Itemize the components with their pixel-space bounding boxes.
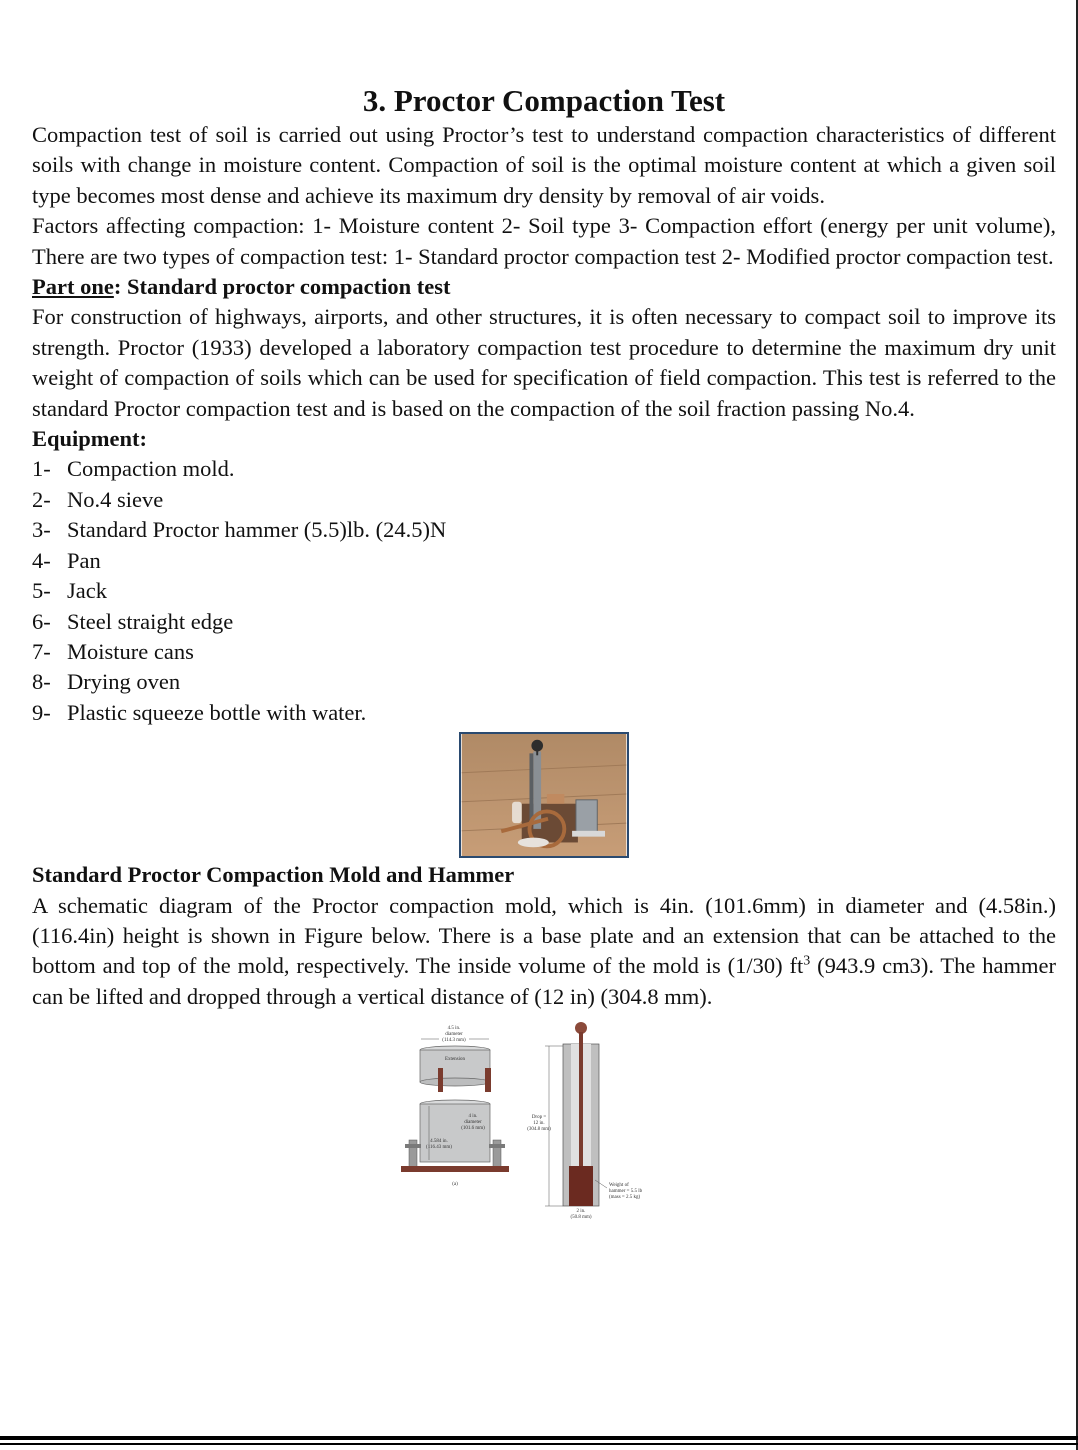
- weight-line2: hammer = 5.5 lb: [609, 1189, 643, 1195]
- list-item: [32, 667, 1056, 697]
- list-item-number: 5-: [32, 578, 51, 604]
- mold-height-line1: 4.584 in.: [430, 1139, 448, 1145]
- list-item-text: Standard Proctor hammer (5.5)lb. (24.5)N: [67, 517, 447, 543]
- list-item-number: 7-: [32, 638, 51, 664]
- list-item-number: 3-: [32, 517, 51, 543]
- page-title: 3. Proctor Compaction Test: [362, 83, 726, 118]
- ext-dim-line3: (114.3 mm): [442, 1038, 466, 1044]
- proctor-mold-diagram: [399, 1020, 689, 1220]
- list-item-text: Pan: [67, 547, 101, 573]
- clamp-nut-right: [489, 1144, 505, 1148]
- base-width-line1: 2 in.: [576, 1209, 586, 1215]
- list-item: [32, 576, 1056, 606]
- list-item-number: 9-: [32, 699, 51, 725]
- list-item-text: Jack: [67, 578, 107, 604]
- list-item-number: 4-: [32, 547, 51, 573]
- list-item-number: 1-: [32, 456, 51, 482]
- mold-section-paragraph: [32, 891, 1056, 1013]
- superscript: 3: [803, 953, 811, 969]
- list-item-text: Compaction mold.: [67, 456, 235, 482]
- drop-line2: 12 in.: [533, 1121, 545, 1127]
- ext-dim-line2: diameter: [445, 1032, 463, 1038]
- list-item: [32, 607, 1056, 637]
- ext-dim-line1: 4.5 in.: [447, 1026, 461, 1032]
- mold-paragraph-part-2: (943.9 cm3). The hammer can be lifted and dropped through a vertical distance of (12 in) (304.8 mm).: [32, 953, 1056, 1009]
- list-item-text: Plastic squeeze bottle with water.: [67, 699, 367, 725]
- drop-line3: (304.8 mm): [527, 1127, 551, 1133]
- equipment-heading: Equipment:: [32, 426, 148, 452]
- mold-dia-line3: (101.6 mm): [461, 1126, 485, 1132]
- document-content: [32, 82, 1056, 1220]
- list-item: [32, 546, 1056, 576]
- mold-dia-line1: 4 in.: [468, 1114, 478, 1120]
- figure-label-a: (a): [452, 1182, 458, 1188]
- part-one-paragraph: For construction of highways, airports, and other structures, it is often necessary to compact soil to improve its strength. Proctor (1933) developed a laboratory compaction test procedure to determine the maximum dry unit weight of compaction of soils which can be used for specification of field compaction. This test is referred to the standard Proctor compaction test and is based on the compaction of the soil fraction passing No.4.: [32, 304, 1056, 421]
- equipment-list: [32, 454, 1056, 728]
- list-item-text: No.4 sieve: [67, 486, 164, 512]
- extension-body: [420, 1050, 490, 1082]
- equipment-photo-container: [32, 732, 1056, 858]
- list-item-number: 6-: [32, 608, 51, 634]
- extension-bottom: [420, 1078, 490, 1086]
- clamp-nut-left: [405, 1144, 421, 1148]
- part-one-label: Part one: [32, 274, 114, 300]
- extension-clip-right: [485, 1068, 491, 1092]
- mold-dia-line2: diameter: [464, 1120, 482, 1126]
- extension-label: Extension: [445, 1057, 465, 1063]
- list-item-number: 8-: [32, 669, 51, 695]
- equipment-photo: [459, 732, 629, 858]
- footer-rule-thin: [0, 1443, 1078, 1445]
- mold-section-heading: Standard Proctor Compaction Mold and Hammer: [32, 862, 515, 888]
- mold-body: [420, 1104, 490, 1162]
- list-item-number: 2-: [32, 486, 51, 512]
- list-item-text: Moisture cans: [67, 638, 194, 664]
- list-item-text: Drying oven: [67, 669, 181, 695]
- mold-paragraph-part-1: A schematic diagram of the Proctor compaction mold, which is 4in. (101.6mm) in diameter and (4.58in.) (116.4in) height is shown in Figure below. There is a base plate and an extension that can be attached to the bottom and top of the mold, respectively. The inside volume of the mold is (1/30) ft: [32, 892, 1056, 979]
- diagram-container: [32, 1020, 1056, 1220]
- list-item: [32, 637, 1056, 667]
- intro-paragraph: Compaction test of soil is carried out using Proctor’s test to understand compaction characteristics of different soils with change in moisture content. Compaction of soil is the optimal moisture content at which a given soil type becomes most dense and achieve its maximum dry density by removal of air voids.: [32, 122, 1056, 208]
- mold-height-line2: (116.43 mm): [426, 1145, 452, 1151]
- drop-line1: Drop =: [531, 1115, 547, 1121]
- factors-paragraph: Factors affecting compaction: 1- Moisture content 2- Soil type 3- Compaction effort (energy per unit volume), There are two types of compaction test: 1- Standard proctor compaction test 2- Modified proctor compaction test.: [32, 213, 1056, 269]
- weight-line1: Weight of: [609, 1183, 629, 1189]
- list-item: [32, 485, 1056, 515]
- hammer-weight: [569, 1166, 593, 1206]
- base-plate: [401, 1166, 509, 1172]
- base-width-line2: (50.8 mm): [570, 1215, 592, 1221]
- weight-line3: (mass = 2.5 kg): [609, 1195, 641, 1201]
- list-item: [32, 454, 1056, 484]
- hammer-rod: [579, 1032, 583, 1168]
- list-item: [32, 698, 1056, 728]
- list-item: [32, 515, 1056, 545]
- footer-rule-thick: [0, 1436, 1078, 1440]
- extension-clip-left: [438, 1068, 443, 1092]
- list-item-text: Steel straight edge: [67, 608, 234, 634]
- part-one-title: : Standard proctor compaction test: [113, 274, 451, 300]
- part-one-heading: [32, 272, 1056, 302]
